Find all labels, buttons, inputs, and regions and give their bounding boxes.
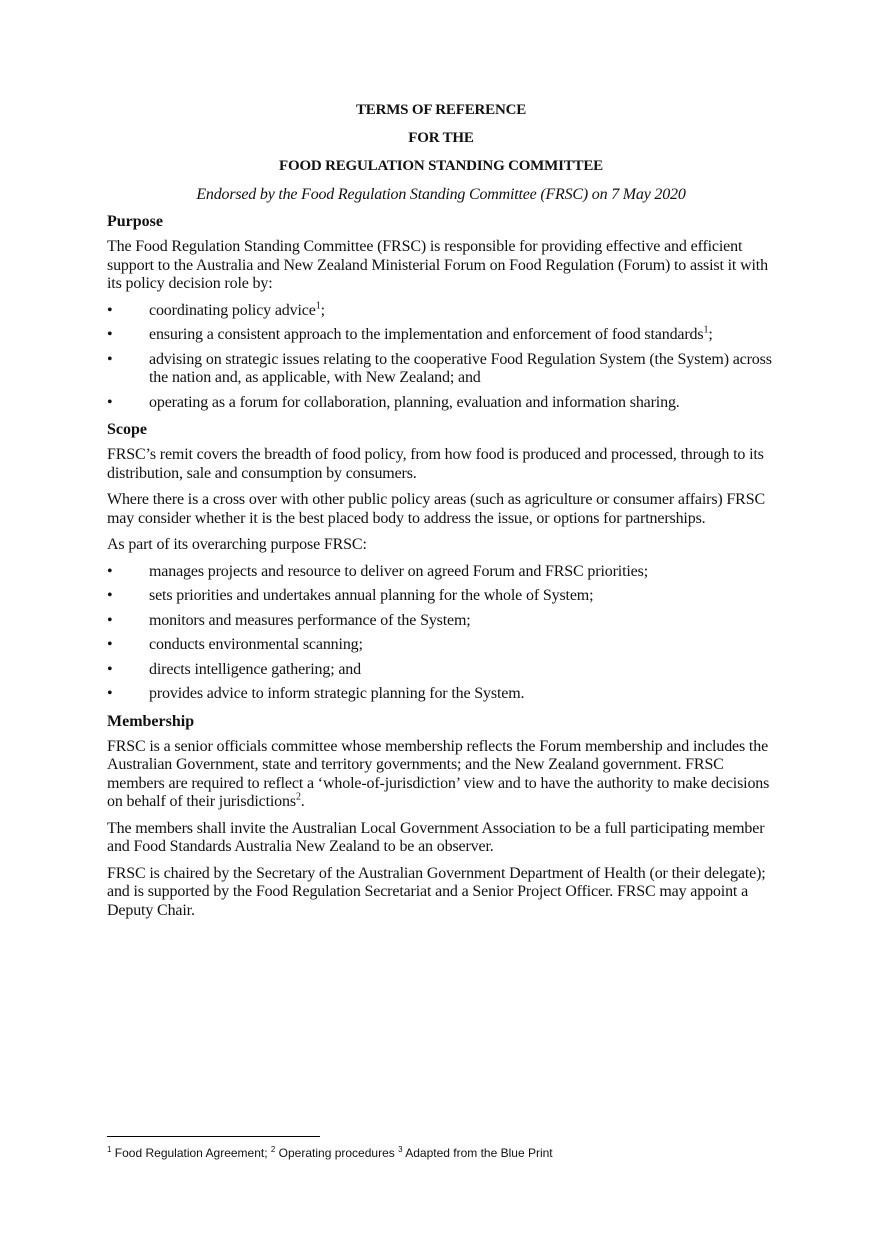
bullet-icon: • [107,611,113,629]
document-page [107,96,775,928]
list-item: • directs intelligence gathering; and [107,660,362,678]
scope-paragraph-1: FRSC’s remit covers the breadth of food policy, from how food is produced and processed, through to its distribution, sale and consumption by consumers. [107,446,764,482]
scope-section [107,420,775,704]
purpose-section [107,212,775,412]
purpose-list [107,302,775,413]
title-line-1: TERMS OF REFERENCE [355,102,527,118]
membership-paragraph-1: FRSC is a senior officials committee whose membership reflects the Forum membership and includes the Australian Government, state and territory governments; and the New Zealand government. FRSC members are required to reflect a ‘whole-of-jurisdiction’ view and to have the authority to make decisions on behalf of their jurisdictions$^2$. [107,737,770,810]
list-item: • ensuring a consistent approach to the implementation and enforcement of food standards$^1$; [107,324,713,343]
title-line-2: FOR THE [408,130,474,146]
list-item: • operating as a forum for collaboration, planning, evaluation and information sharing. [107,393,680,411]
membership-paragraph-2: The members shall invite the Australian Local Government Association to be a full participating member and Food Standards Australia New Zealand to be an observer. [107,819,765,855]
list-item: • advising on strategic issues relating to the cooperative Food Regulation System (the System) across the nation and, as applicable, with New Zealand; and [107,350,772,386]
list-item: • conducts environmental scanning; [107,636,363,653]
purpose-heading: Purpose [107,213,163,230]
title-line-3: FOOD REGULATION STANDING COMMITTEE [279,158,603,174]
list-item: • monitors and measures performance of the System; [107,611,471,629]
bullet-icon: • [107,685,113,702]
membership-section [107,712,775,921]
bullet-icon: • [107,587,113,604]
bullet-icon: • [107,562,113,580]
list-item: • coordinating policy advice$^1$; [107,300,325,319]
bullet-icon: • [107,660,113,678]
list-item: • sets priorities and undertakes annual planning for the whole of System; [107,587,594,604]
bullet-icon: • [107,326,113,343]
bullet-icon: • [107,350,113,368]
scope-heading: Scope [107,421,147,438]
membership-paragraph-3: FRSC is chaired by the Secretary of the Australian Government Department of Health (or their delegate); and is supported by the Food Regulation Secretariat and a Senior Project Officer. FRSC may appoint a Deputy Chair. [107,864,766,919]
scope-list [107,563,775,704]
endorsement-line: Endorsed by the Food Regulation Standing Committee (FRSC) on 7 May 2020 [196,186,686,203]
scope-paragraph-2: Where there is a cross over with other public policy areas (such as agriculture or consumer affairs) FRSC may consider whether it is the best placed body to address the issue, or options for partnerships. [107,491,765,527]
purpose-intro: The Food Regulation Standing Committee (FRSC) is responsible for providing effective and efficient support to the Australia and New Zealand Ministerial Forum on Food Regulation (Forum) to assist it with its policy decision role by: [107,238,768,292]
scope-paragraph-3: As part of its overarching purpose FRSC: [107,536,367,553]
list-item: • manages projects and resource to deliver on agreed Forum and FRSC priorities; [107,562,648,580]
membership-heading: Membership [107,712,195,730]
bullet-icon: • [107,636,113,653]
footnote: $^1$ Food Regulation Agreement; $^2$ Operating procedures $^3$ Adapted from the Blue Print [107,1145,553,1160]
document-title [107,96,775,180]
bullet-icon: • [107,301,113,319]
bullet-icon: • [107,393,113,411]
list-item: • provides advice to inform strategic planning for the System. [107,685,525,702]
footnote-divider [107,1136,320,1137]
